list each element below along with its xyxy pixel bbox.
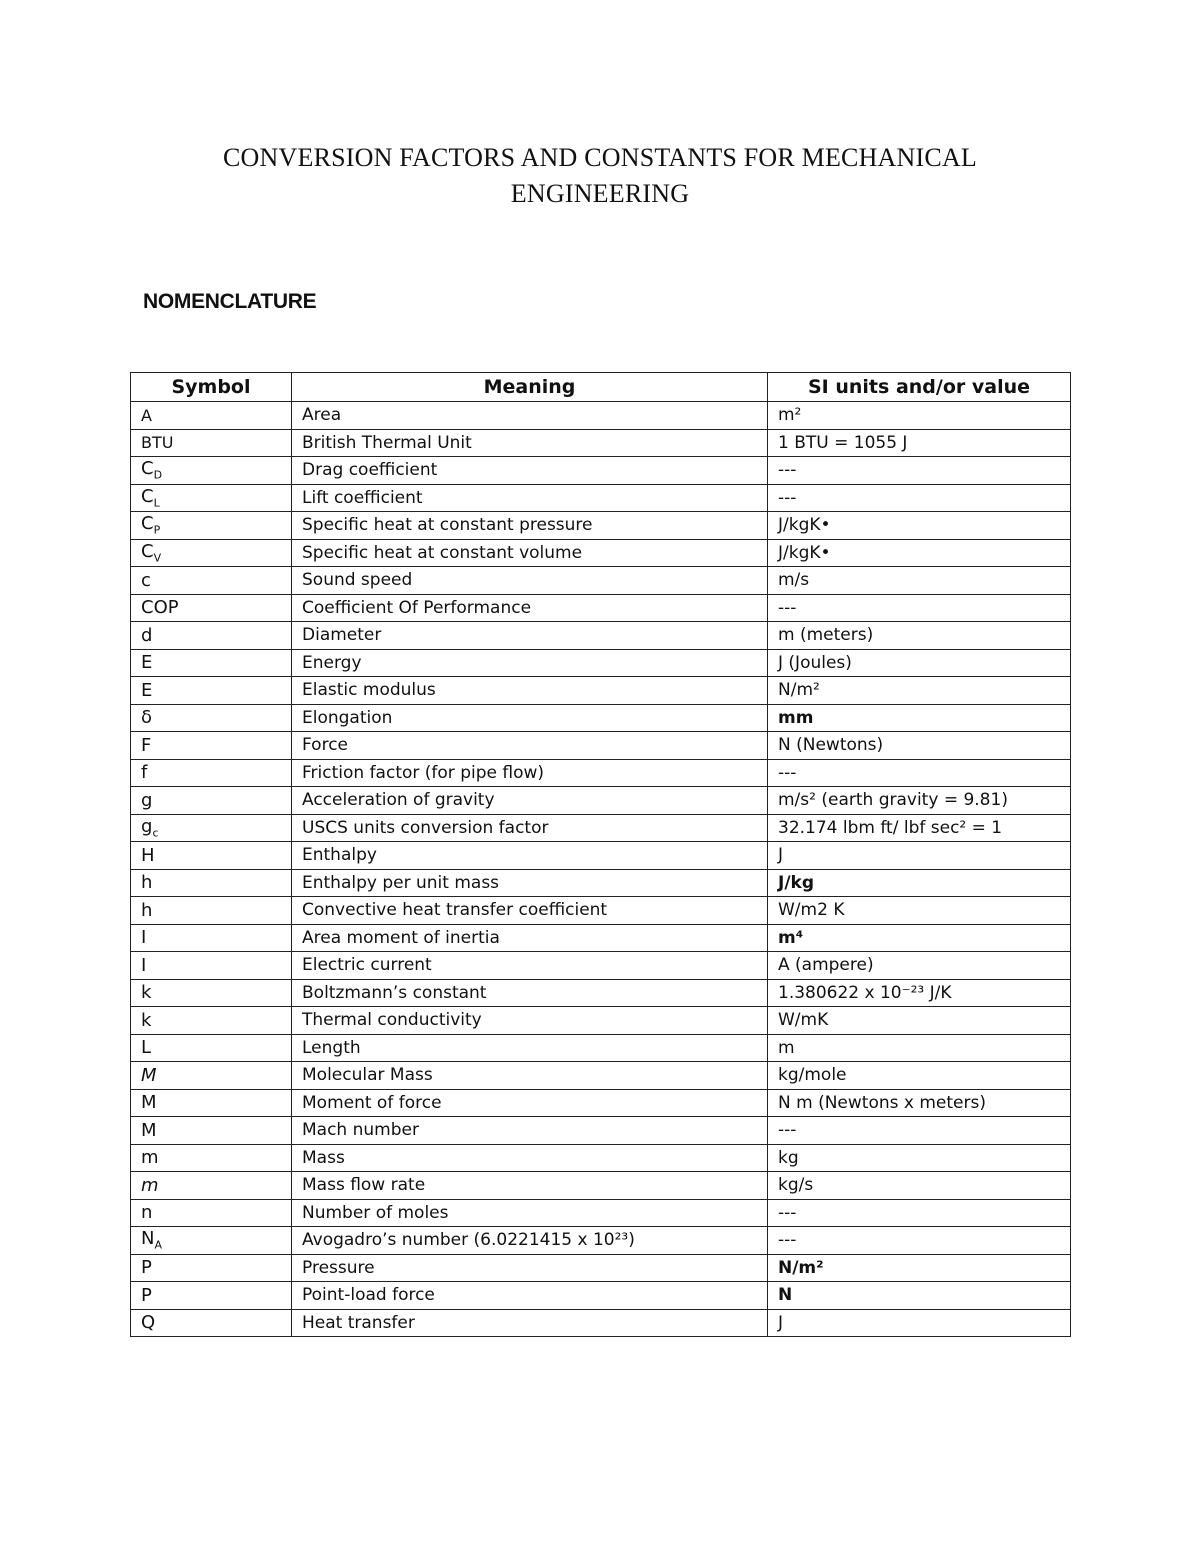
symbol-text: h bbox=[141, 872, 153, 894]
meaning-cell: Mass flow rate bbox=[292, 1172, 768, 1200]
meaning-cell: Moment of force bbox=[292, 1089, 768, 1117]
value-cell: J/kg bbox=[768, 869, 1071, 897]
symbol-text: F bbox=[141, 734, 152, 756]
value-cell: --- bbox=[768, 1199, 1071, 1227]
value-cell: J bbox=[768, 1309, 1071, 1337]
meaning-cell: Enthalpy per unit mass bbox=[292, 869, 768, 897]
table-row bbox=[131, 1172, 1071, 1200]
value-cell: --- bbox=[768, 484, 1071, 512]
meaning-cell: British Thermal Unit bbox=[292, 429, 768, 457]
meaning-cell: Elastic modulus bbox=[292, 677, 768, 705]
table-row bbox=[131, 759, 1071, 787]
meaning-cell: Sound speed bbox=[292, 567, 768, 595]
symbol-text: n bbox=[141, 1202, 153, 1224]
table-row bbox=[131, 649, 1071, 677]
table-row bbox=[131, 1199, 1071, 1227]
value-cell: kg bbox=[768, 1144, 1071, 1172]
table-row bbox=[131, 429, 1071, 457]
table-row bbox=[131, 704, 1071, 732]
symbol-cell bbox=[131, 594, 292, 622]
meaning-cell: Specific heat at constant volume bbox=[292, 539, 768, 567]
symbol-text: E bbox=[141, 652, 153, 674]
table-row bbox=[131, 1254, 1071, 1282]
table-row bbox=[131, 484, 1071, 512]
symbol-cell bbox=[131, 1172, 292, 1200]
value-cell: m bbox=[768, 1034, 1071, 1062]
meaning-cell: Enthalpy bbox=[292, 842, 768, 870]
value-cell: m/s² (earth gravity = 9.81) bbox=[768, 787, 1071, 815]
symbol-cell bbox=[131, 1007, 292, 1035]
table-row bbox=[131, 594, 1071, 622]
symbol-text: E bbox=[141, 679, 153, 701]
table-row bbox=[131, 1007, 1071, 1035]
value-cell: m⁴ bbox=[768, 924, 1071, 952]
symbol-cell bbox=[131, 952, 292, 980]
symbol-cell bbox=[131, 539, 292, 567]
value-cell: mm bbox=[768, 704, 1071, 732]
value-cell: J (Joules) bbox=[768, 649, 1071, 677]
symbol-text: δ bbox=[141, 707, 153, 729]
table-row bbox=[131, 457, 1071, 485]
table-row bbox=[131, 1282, 1071, 1310]
symbol-text: P bbox=[141, 1257, 152, 1279]
symbol-text: C bbox=[141, 458, 154, 480]
symbol-text: f bbox=[141, 762, 148, 784]
table-row bbox=[131, 1089, 1071, 1117]
table-row bbox=[131, 539, 1071, 567]
symbol-text: P bbox=[141, 1284, 152, 1306]
document-title-line-1: CONVERSION FACTORS AND CONSTANTS FOR MECHANICAL bbox=[223, 143, 977, 172]
symbol-cell bbox=[131, 787, 292, 815]
symbol-text: N bbox=[141, 1228, 155, 1250]
meaning-cell: Force bbox=[292, 732, 768, 760]
symbol-subscript: L bbox=[153, 496, 160, 510]
table-row bbox=[131, 732, 1071, 760]
value-cell: m/s bbox=[768, 567, 1071, 595]
meaning-cell: Coefficient Of Performance bbox=[292, 594, 768, 622]
value-cell: A (ampere) bbox=[768, 952, 1071, 980]
column-header-symbol: Symbol bbox=[131, 373, 292, 402]
symbol-text: M bbox=[141, 1064, 157, 1086]
symbol-text: C bbox=[141, 485, 154, 507]
symbol-cell bbox=[131, 1062, 292, 1090]
meaning-cell: Heat transfer bbox=[292, 1309, 768, 1337]
symbol-cell bbox=[131, 1144, 292, 1172]
symbol-text: BTU bbox=[141, 433, 174, 453]
value-cell: m² bbox=[768, 402, 1071, 430]
symbol-cell bbox=[131, 1034, 292, 1062]
value-cell: J bbox=[768, 842, 1071, 870]
table-row bbox=[131, 1062, 1071, 1090]
symbol-subscript: D bbox=[153, 469, 163, 483]
symbol-text: g bbox=[141, 815, 153, 837]
symbol-text: g bbox=[141, 789, 153, 811]
symbol-text: COP bbox=[141, 597, 179, 619]
value-cell: N/m² bbox=[768, 1254, 1071, 1282]
section-heading: NOMENCLATURE bbox=[143, 290, 317, 313]
symbol-cell bbox=[131, 704, 292, 732]
value-cell: J/kgK• bbox=[768, 512, 1071, 540]
table-row bbox=[131, 1117, 1071, 1145]
meaning-cell: Mach number bbox=[292, 1117, 768, 1145]
symbol-cell bbox=[131, 457, 292, 485]
symbol-text: m bbox=[141, 1147, 159, 1169]
meaning-cell: Number of moles bbox=[292, 1199, 768, 1227]
table-body bbox=[131, 402, 1071, 1337]
table-row bbox=[131, 869, 1071, 897]
meaning-cell: Area bbox=[292, 402, 768, 430]
symbol-text: I bbox=[141, 927, 147, 949]
symbol-text: k bbox=[141, 982, 152, 1004]
symbol-text: k bbox=[141, 1009, 152, 1031]
symbol-cell bbox=[131, 759, 292, 787]
meaning-cell: Acceleration of gravity bbox=[292, 787, 768, 815]
table-row bbox=[131, 1034, 1071, 1062]
symbol-cell bbox=[131, 622, 292, 650]
value-cell: 1 BTU = 1055 J bbox=[768, 429, 1071, 457]
meaning-cell: USCS units conversion factor bbox=[292, 814, 768, 842]
table-header-row bbox=[131, 373, 1071, 402]
symbol-subscript: P bbox=[153, 524, 161, 538]
table-row bbox=[131, 1144, 1071, 1172]
table-row bbox=[131, 402, 1071, 430]
meaning-cell: Area moment of inertia bbox=[292, 924, 768, 952]
symbol-cell bbox=[131, 869, 292, 897]
symbol-cell bbox=[131, 649, 292, 677]
table-row bbox=[131, 842, 1071, 870]
column-header-value: SI units and/or value bbox=[768, 373, 1071, 402]
table-row bbox=[131, 677, 1071, 705]
symbol-text: Q bbox=[141, 1312, 156, 1334]
table-row bbox=[131, 952, 1071, 980]
table-row bbox=[131, 979, 1071, 1007]
value-cell: N (Newtons) bbox=[768, 732, 1071, 760]
value-cell: J/kgK• bbox=[768, 539, 1071, 567]
table-row bbox=[131, 814, 1071, 842]
symbol-text: d bbox=[141, 624, 153, 646]
symbol-cell bbox=[131, 677, 292, 705]
table-row bbox=[131, 622, 1071, 650]
symbol-cell bbox=[131, 512, 292, 540]
symbol-cell bbox=[131, 842, 292, 870]
meaning-cell: Point-load force bbox=[292, 1282, 768, 1310]
symbol-cell bbox=[131, 1254, 292, 1282]
value-cell: --- bbox=[768, 759, 1071, 787]
meaning-cell: Specific heat at constant pressure bbox=[292, 512, 768, 540]
column-header-meaning: Meaning bbox=[292, 373, 768, 402]
value-cell: W/mK bbox=[768, 1007, 1071, 1035]
symbol-text: h bbox=[141, 899, 153, 921]
value-cell: 1.380622 x 10⁻²³ J/K bbox=[768, 979, 1071, 1007]
table-row bbox=[131, 897, 1071, 925]
meaning-cell: Convective heat transfer coefficient bbox=[292, 897, 768, 925]
symbol-cell bbox=[131, 979, 292, 1007]
table-row bbox=[131, 567, 1071, 595]
symbol-text: C bbox=[141, 513, 154, 535]
symbol-text: c bbox=[141, 569, 151, 591]
symbol-subscript: V bbox=[153, 551, 162, 565]
symbol-cell bbox=[131, 897, 292, 925]
meaning-cell: Lift coefficient bbox=[292, 484, 768, 512]
value-cell: --- bbox=[768, 457, 1071, 485]
symbol-text: M bbox=[141, 1092, 157, 1114]
symbol-subscript: c bbox=[152, 826, 159, 840]
value-cell: --- bbox=[768, 1227, 1071, 1255]
value-cell: kg/mole bbox=[768, 1062, 1071, 1090]
value-cell: W/m2 K bbox=[768, 897, 1071, 925]
table-row bbox=[131, 512, 1071, 540]
value-cell: 32.174 lbm ft/ lbf sec² = 1 bbox=[768, 814, 1071, 842]
value-cell: kg/s bbox=[768, 1172, 1071, 1200]
meaning-cell: Pressure bbox=[292, 1254, 768, 1282]
table-row bbox=[131, 1227, 1071, 1255]
value-cell: m (meters) bbox=[768, 622, 1071, 650]
symbol-text: I bbox=[141, 954, 147, 976]
meaning-cell: Molecular Mass bbox=[292, 1062, 768, 1090]
table-row bbox=[131, 924, 1071, 952]
value-cell: N m (Newtons x meters) bbox=[768, 1089, 1071, 1117]
symbol-cell bbox=[131, 429, 292, 457]
meaning-cell: Energy bbox=[292, 649, 768, 677]
symbol-cell bbox=[131, 1089, 292, 1117]
symbol-cell bbox=[131, 924, 292, 952]
meaning-cell: Length bbox=[292, 1034, 768, 1062]
value-cell: N/m² bbox=[768, 677, 1071, 705]
meaning-cell: Mass bbox=[292, 1144, 768, 1172]
document-title-line-2: ENGINEERING bbox=[510, 179, 690, 208]
symbol-cell bbox=[131, 402, 292, 430]
meaning-cell: Thermal conductivity bbox=[292, 1007, 768, 1035]
meaning-cell: Diameter bbox=[292, 622, 768, 650]
meaning-cell: Elongation bbox=[292, 704, 768, 732]
meaning-cell: Electric current bbox=[292, 952, 768, 980]
symbol-cell bbox=[131, 1282, 292, 1310]
symbol-cell bbox=[131, 1227, 292, 1255]
symbol-cell bbox=[131, 1309, 292, 1337]
table-row bbox=[131, 1309, 1071, 1337]
value-cell: --- bbox=[768, 594, 1071, 622]
symbol-text: m bbox=[141, 1174, 159, 1196]
meaning-cell: Friction factor (for pipe flow) bbox=[292, 759, 768, 787]
symbol-cell bbox=[131, 484, 292, 512]
value-cell: N bbox=[768, 1282, 1071, 1310]
document-title bbox=[0, 140, 1200, 212]
meaning-cell: Boltzmann’s constant bbox=[292, 979, 768, 1007]
symbol-subscript: A bbox=[154, 1239, 162, 1253]
symbol-text: H bbox=[141, 844, 155, 866]
symbol-text: M bbox=[141, 1119, 157, 1141]
symbol-text: L bbox=[141, 1037, 152, 1059]
meaning-cell: Avogadro’s number (6.0221415 x 10²³) bbox=[292, 1227, 768, 1255]
value-cell: --- bbox=[768, 1117, 1071, 1145]
symbol-cell bbox=[131, 1199, 292, 1227]
symbol-cell bbox=[131, 732, 292, 760]
symbol-cell bbox=[131, 814, 292, 842]
symbol-text: C bbox=[141, 540, 154, 562]
symbol-cell bbox=[131, 567, 292, 595]
nomenclature-table bbox=[130, 372, 1071, 1337]
meaning-cell: Drag coefficient bbox=[292, 457, 768, 485]
symbol-cell bbox=[131, 1117, 292, 1145]
symbol-text: A bbox=[141, 405, 152, 425]
table-row bbox=[131, 787, 1071, 815]
